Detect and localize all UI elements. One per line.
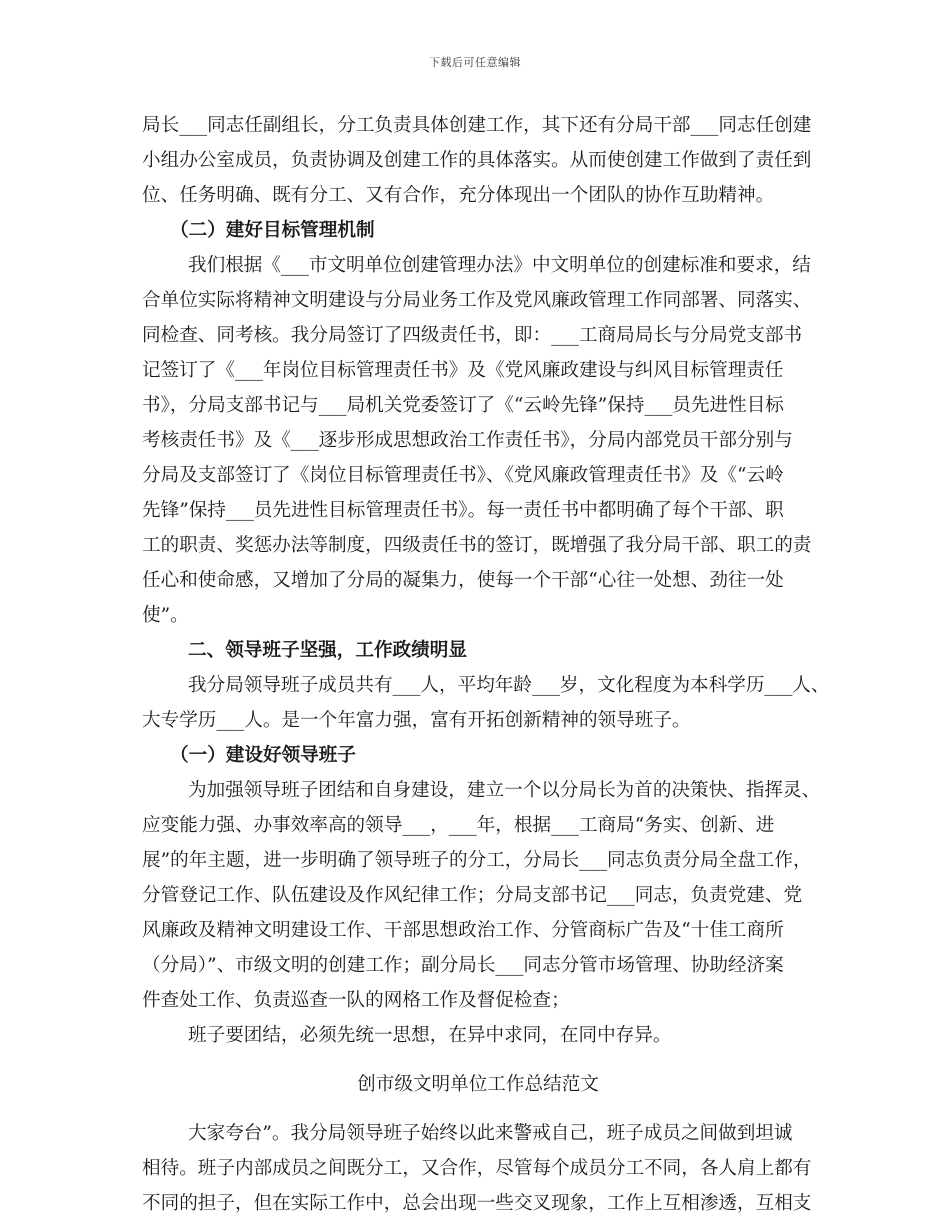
paragraph-line: 风廉政及精神文明建设工作、干部思想政治工作、分管商标广告及“十佳工商所 [142, 920, 784, 941]
paragraph-line: 考核责任书》及《___逐步形成思想政治工作责任书》，分局内部党员干部分别与 [142, 430, 793, 451]
paragraph-line: 工的职责、奖惩办法等制度，四级责任书的签订，既增强了我分局干部、职工的责 [142, 535, 812, 556]
paragraph-line: 展”的年主题，进一步明确了领导班子的分工，分局长___同志负责分局全盘工作， [142, 850, 812, 871]
paragraph-line: 同检查、同考核。我分局签订了四级责任书，即：___工商局局长与分局党支部书 [142, 325, 803, 346]
section-heading: （二）建好目标管理机制 [170, 220, 375, 241]
paragraph-line: 大家夸台”。我分局领导班子始终以此来警戒自己，班子成员之间做到坦诚 [188, 1123, 793, 1144]
paragraph-line: 件查处工作、负责巡查一队的网格工作及督促检查； [142, 990, 570, 1011]
paragraph-line: 分局及支部签订了《岗位目标管理责任书》、《党风廉政管理责任书》及《“云岭 [142, 465, 784, 486]
paragraph-line: 使”。 [142, 605, 189, 626]
paragraph-line: 我们根据《___市文明单位创建管理办法》中文明单位的创建标准和要求，结 [188, 255, 811, 276]
document-body [142, 108, 830, 1221]
page-header: 下载后可任意编辑 [429, 56, 521, 69]
paragraph-line: 局长___同志任副组长，分工负责具体创建工作，其下还有分局干部___同志任创建 [142, 115, 812, 136]
paragraph-line: 应变能力强、办事效率高的领导___，___年，根据___工商局“务实、创新、进 [142, 815, 775, 836]
paragraph-line: 任心和使命感，又增加了分局的凝集力，使每一个干部“心往一处想、劲往一处 [142, 570, 784, 591]
spacer [142, 1102, 814, 1116]
section-heading: （一）建设好领导班子 [170, 745, 356, 766]
text-block-after [142, 1116, 814, 1221]
paragraph-line: 书》，分局支部书记与___局机关党委签订了《“云岭先锋”保持___员先进性目标 [142, 395, 784, 416]
paragraph-line: 先锋”保持___员先进性目标管理责任书》。每一责任书中都明确了每个干部、职 [142, 500, 784, 521]
paragraph-line: 相待。班子内部成员之间既分工，又合作，尽管每个成员分工不同，各人肩上都有 [142, 1158, 812, 1179]
section-heading: 二、领导班子坚强，工作政绩明显 [188, 640, 467, 661]
paragraph-line: 记签订了《___年岗位目标管理责任书》及《党风廉政建设与纠风目标管理责任 [142, 360, 784, 381]
paragraph-line: 不同的担子，但在实际工作中，总会出现一些交叉现象，工作上互相渗透，互相支 [142, 1193, 812, 1214]
paragraph-line: （分局）”、市级文明的创建工作；副分局长___同志分管市场管理、协助经济案 [142, 955, 784, 976]
text-block-before [142, 108, 830, 1053]
paragraph-line: 合单位实际将精神文明建设与分局业务工作及党风廉政管理工作同部署、同落实、 [142, 290, 812, 311]
paragraph-line: 班子要团结，必须先统一思想，在异中求同，在同中存异。 [188, 1025, 672, 1046]
paragraph-line: 小组办公室成员，负责协调及创建工作的具体落实。从而使创建工作做到了责任到 [142, 150, 812, 171]
paragraph-line: 分管登记工作、队伍建设及作风纪律工作；分局支部书记___同志，负责党建、党 [142, 885, 803, 906]
spacer [142, 1053, 814, 1067]
paragraph-line: 为加强领导班子团结和自身建设，建立一个以分局长为首的决策快、指挥灵、 [188, 780, 821, 801]
paragraph-line: 我分局领导班子成员共有___人，平均年龄___岁，文化程度为本科学历___人、 [188, 675, 830, 696]
section-title: 创市级文明单位工作总结范文 [357, 1074, 599, 1095]
paragraph-line: 位、任务明确、既有分工、又有合作，充分体现出一个团队的协作互助精神。 [142, 185, 775, 206]
paragraph-line: 大专学历___人。是一个年富力强，富有开拓创新精神的领导班子。 [142, 710, 691, 731]
